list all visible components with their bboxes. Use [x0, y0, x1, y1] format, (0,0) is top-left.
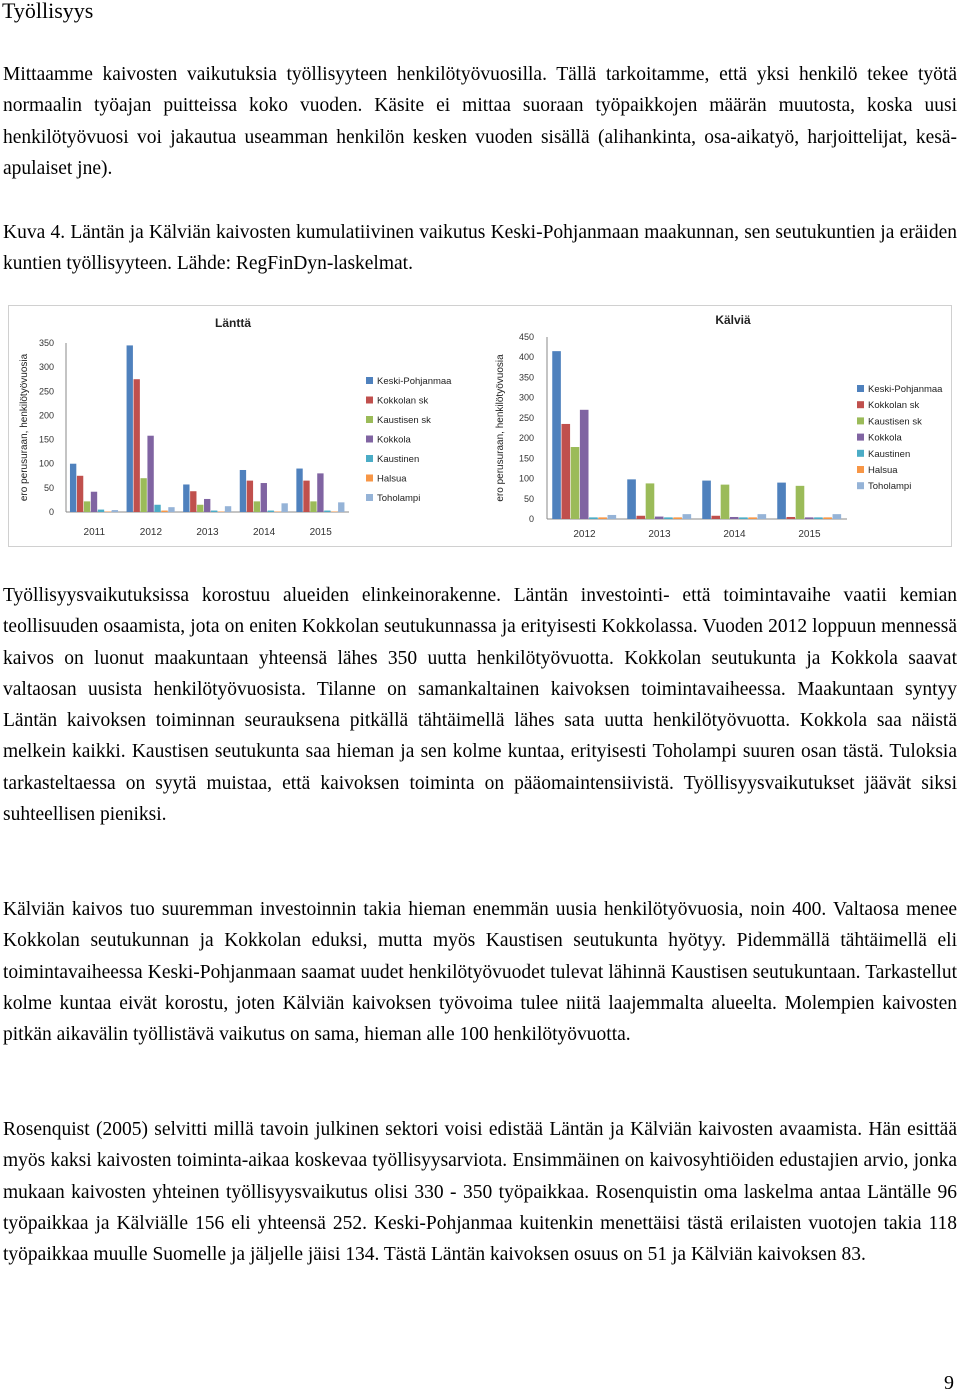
- legend-label: Toholampi: [377, 493, 420, 504]
- bar: [98, 510, 104, 512]
- bar: [571, 447, 580, 519]
- y-tick-label: 300: [519, 393, 534, 403]
- x-tick-label: 2015: [798, 529, 821, 540]
- bar: [281, 503, 287, 512]
- y-tick-label: 0: [529, 514, 534, 524]
- x-tick-label: 2015: [310, 527, 333, 538]
- y-tick-label: 50: [524, 494, 534, 504]
- legend-label: Kaustinen: [868, 449, 910, 460]
- bar: [711, 516, 720, 519]
- bar: [197, 505, 203, 512]
- legend-swatch: [366, 475, 373, 482]
- bar: [303, 481, 309, 512]
- body-paragraph-2: Kälviän kaivos tuo suuremman investoinnin takia hieman enemmän uusia henkilötyövuosia, noin 400. Valtaosa menee Kokkolan seutukunnan ja Kokkolan eduksi, mutta myös Kaustisen seutukunta hyötyy. Pidemmällä tähtäimellä eli toimintavaiheessa Keski-Pohjanmaan saamat uudet henkilötyövuodet tulevat lähinnä Kaustisen seutukuntaan. Tarkastellut kolme kuntaa eivät korostu, joten Kälviän kaivoksen työvoima tulee niitä laajemmalta alueelta. Molempien kaivosten pitkän aikavälin työllistävä vaikutus on sama, hieman alle 100 henkilötyövuotta.: [3, 894, 957, 1050]
- bar: [730, 517, 739, 519]
- legend-swatch: [857, 466, 864, 473]
- bar: [268, 511, 274, 512]
- legend-swatch: [366, 494, 373, 501]
- bar: [777, 483, 786, 519]
- bar: [796, 486, 805, 519]
- legend-label: Kaustisen sk: [868, 416, 922, 427]
- y-tick-label: 200: [519, 433, 534, 443]
- bar: [664, 517, 673, 519]
- bar: [254, 501, 260, 512]
- y-tick-label: 100: [519, 474, 534, 484]
- legend-swatch: [857, 434, 864, 441]
- bar: [91, 492, 97, 512]
- y-tick-label: 100: [39, 459, 54, 469]
- bar: [805, 517, 814, 519]
- y-tick-label: 150: [519, 453, 534, 463]
- bar: [627, 479, 636, 519]
- bar: [247, 481, 253, 512]
- bar: [204, 499, 210, 512]
- legend-swatch: [366, 455, 373, 462]
- bar: [296, 469, 302, 512]
- bar: [655, 517, 664, 519]
- y-tick-label: 450: [519, 332, 534, 342]
- y-tick-label: 300: [39, 362, 54, 372]
- legend-swatch: [366, 397, 373, 404]
- bar: [833, 514, 842, 519]
- x-tick-label: 2014: [723, 529, 746, 540]
- body-paragraph-3: Rosenquist (2005) selvitti millä tavoin julkinen sektori voisi edistää Läntän ja Kälviän kaivosten avaamista. Hän esittää myös kaksi kaivosten toiminta-aikaa koskevaa työllisyysarviota. Ensimmäinen on kaivosyhtiöiden edustajien arvio, jonka mukaan kaivosten yhteinen työllisyysvaikutus olisi 330 - 350 työpaikkaa. Rosenquistin oma laskelma antaa Läntälle 96 työpaikkaa ja Kälviälle 156 eli yhteensä 252. Keski-Pohjanmaa kuitenkin menettäisi tästä erilaisten vuotojen takia 118 työpaikkaa muulle Suomelle ja jäljelle jäisi 134. Tästä Läntän kaivoksen osuus on 51 ja Kälviän kaivoksen 83.: [3, 1114, 957, 1270]
- legend-label: Halsua: [377, 474, 407, 485]
- legend-swatch: [857, 482, 864, 489]
- bar: [324, 511, 330, 512]
- bar: [225, 506, 231, 512]
- bar: [70, 464, 76, 512]
- legend-swatch: [857, 417, 864, 424]
- legend-label: Toholampi: [868, 481, 911, 492]
- y-axis-label: ero perusuraan, henkilötyövuosia: [495, 354, 506, 502]
- legend-label: Kokkolan sk: [377, 396, 428, 407]
- x-tick-label: 2014: [253, 527, 276, 538]
- x-tick-label: 2012: [140, 527, 163, 538]
- bar: [646, 483, 655, 519]
- bar: [134, 379, 140, 512]
- bar: [580, 410, 589, 519]
- bar: [261, 483, 267, 512]
- legend-swatch: [366, 436, 373, 443]
- bar: [190, 491, 196, 512]
- legend-swatch: [857, 385, 864, 392]
- bar: [673, 517, 682, 519]
- bar: [814, 517, 823, 519]
- kalvia-bar-chart: [479, 306, 953, 546]
- intro-paragraph: Mittaamme kaivosten vaikutuksia työllisyyteen henkilötyövuosilla. Tällä tarkoitamme, että yksi henkilö tekee työtä normaalin työajan puitteissa koko vuoden. Käsite ei mittaa suoraan työpaikkojen määrän muutosta, koska uusi henkilötyövuosi voi jakautua useamman henkilön kesken vuoden sisällä (alihankinta, osa-aikatyö, harjoittelijat, kesä-apulaiset jne).: [3, 59, 957, 184]
- x-tick-label: 2012: [573, 529, 596, 540]
- y-tick-label: 250: [39, 386, 54, 396]
- bar: [161, 511, 167, 512]
- bar: [636, 516, 645, 519]
- figure-charts: [8, 305, 952, 547]
- bar: [552, 351, 561, 519]
- bar: [211, 511, 217, 512]
- section-heading: Työllisyys: [2, 0, 93, 24]
- legend-label: Kaustisen sk: [377, 415, 431, 426]
- bar: [147, 436, 153, 512]
- bar: [702, 481, 711, 519]
- x-tick-label: 2011: [84, 527, 106, 538]
- y-tick-label: 0: [49, 507, 54, 517]
- bar: [112, 510, 118, 512]
- bar: [739, 517, 748, 519]
- legend-label: Kokkola: [377, 435, 412, 446]
- bar: [823, 517, 832, 519]
- legend-swatch: [857, 450, 864, 457]
- y-tick-label: 50: [44, 483, 54, 493]
- bar: [608, 515, 617, 519]
- bar: [758, 514, 767, 519]
- y-tick-label: 150: [39, 435, 54, 445]
- y-tick-label: 250: [519, 413, 534, 423]
- y-tick-label: 200: [39, 410, 54, 420]
- legend-label: Kaustinen: [377, 454, 419, 465]
- bar: [683, 514, 692, 519]
- bar: [786, 517, 795, 519]
- bar: [310, 501, 316, 512]
- bar: [77, 476, 83, 512]
- page-number: 9: [944, 1372, 954, 1395]
- figure-caption: Kuva 4. Läntän ja Kälviän kaivosten kumulatiivinen vaikutus Keski-Pohjanmaan maakunnan, sen seutukuntien ja eräiden kuntien työllisyyteen. Lähde: RegFinDyn-laskelmat.: [3, 217, 957, 280]
- bar: [338, 502, 344, 512]
- body-paragraph-1: Työllisyysvaikutuksissa korostuu alueiden elinkeinorakenne. Läntän investointi- että toimintavaihe vaatii kemian teollisuuden osaamista, jota on eniten Kokkolan seutukunnassa ja erityisesti Kokkolassa. Vuoden 2012 loppuun mennessä kaivos on luonut maakuntaan yhteensä lähes 350 uutta henkilötyövuotta. Kokkolan seutukunta ja Kokkola saavat valtaosan uusista henkilötyövuosista. Tilanne on samankaltainen kaivoksen toimintavaiheessa. Maakuntaan syntyy Läntän kaivoksen toiminnan seurauksena pitkällä tähtäimellä lähes sata uutta henkilötyövuotta. Kokkola saa näistä melkein kaikki. Kaustisen seutukunta saa hieman ja sen kolme kuntaa, erityisesti Toholampi suuren osan tästä. Tuloksia tarkasteltaessa on syytä muistaa, että kaivoksen toiminta on pääomaintensiivistä. Työllisyysvaikutukset jäävät siksi suhteellisen pieniksi.: [3, 580, 957, 830]
- chart-title: Länttä: [215, 316, 251, 330]
- legend-label: Halsua: [868, 465, 898, 476]
- legend-label: Kokkola: [868, 433, 903, 444]
- bar: [168, 507, 174, 512]
- legend-label: Keski-Pohjanmaa: [377, 376, 452, 387]
- legend-swatch: [857, 401, 864, 408]
- y-tick-label: 350: [519, 372, 534, 382]
- bar: [748, 517, 757, 519]
- bar: [154, 505, 160, 512]
- bar: [140, 478, 146, 512]
- y-tick-label: 350: [39, 338, 54, 348]
- bar: [183, 484, 189, 512]
- bar: [561, 424, 570, 519]
- y-axis-label: ero perusuraan, henkilötyövuosia: [19, 353, 30, 501]
- legend-swatch: [366, 416, 373, 423]
- bar: [240, 470, 246, 512]
- x-tick-label: 2013: [196, 527, 219, 538]
- bar: [317, 473, 323, 512]
- legend-label: Keski-Pohjanmaa: [868, 384, 943, 395]
- bar: [598, 517, 607, 519]
- bar: [84, 501, 90, 512]
- y-tick-label: 400: [519, 352, 534, 362]
- legend-label: Kokkolan sk: [868, 400, 919, 411]
- legend-swatch: [366, 377, 373, 384]
- bar: [721, 485, 730, 519]
- bar: [589, 517, 598, 519]
- bar: [127, 345, 133, 512]
- chart-title: Kälviä: [715, 313, 751, 327]
- x-tick-label: 2013: [648, 529, 671, 540]
- lantta-bar-chart: [9, 306, 477, 546]
